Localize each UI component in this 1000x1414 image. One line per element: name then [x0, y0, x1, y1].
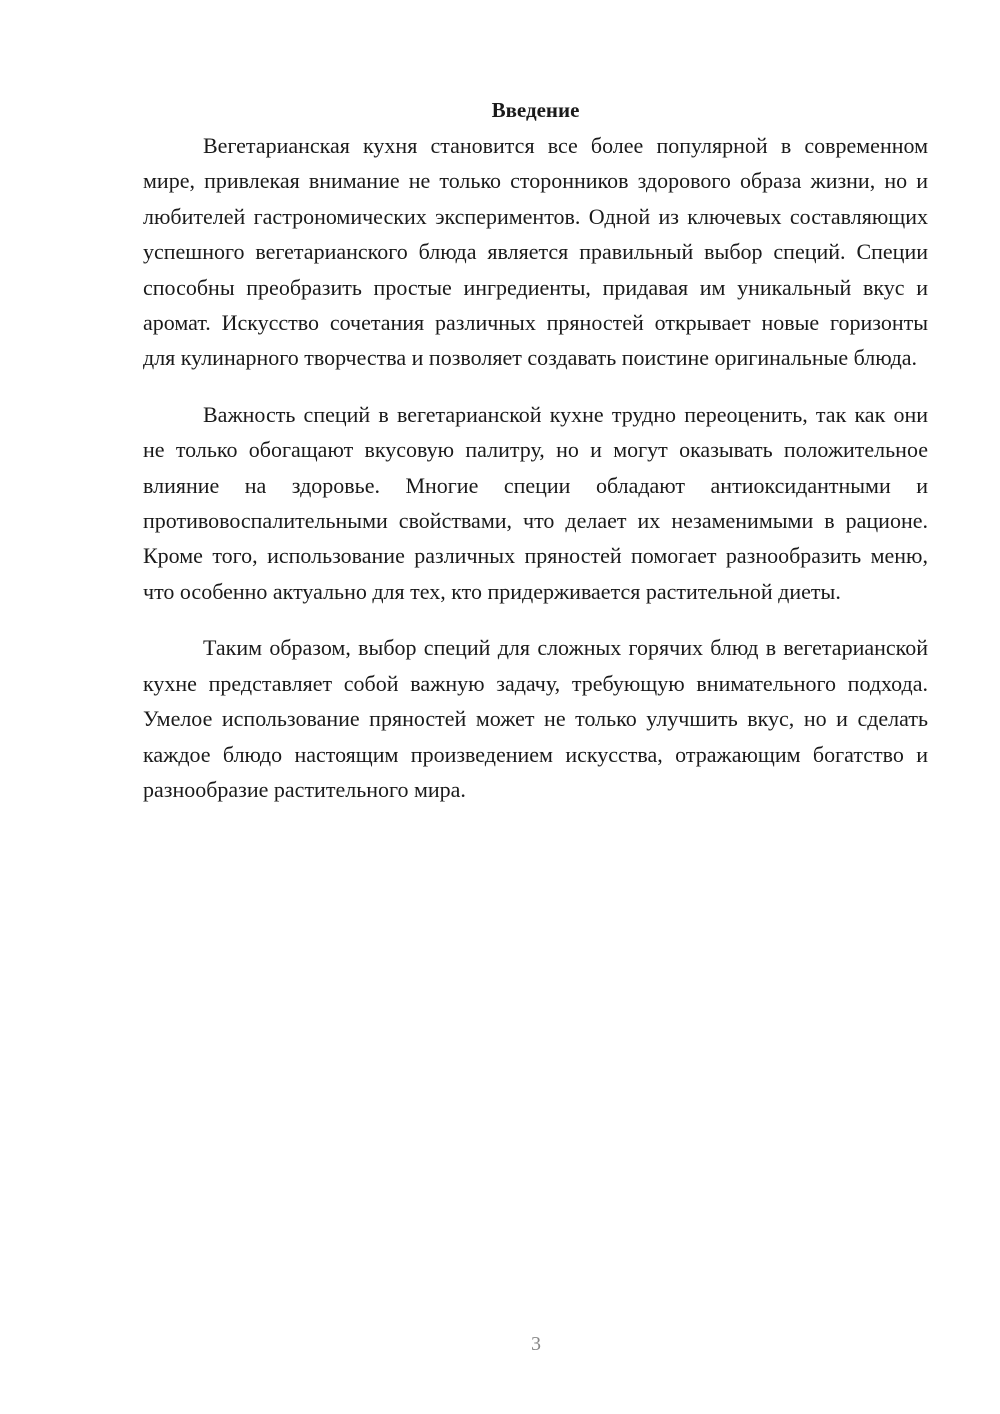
paragraph-1: Вегетарианская кухня становится все более популярной в современном мире, привлекая внимание не только сторонников здорового образа жизни, но и любителей гастрономических экспериментов. Одной из ключевых составляющих успешного вегетарианского блюда является правильный выбор специй. Специи способны преобразить простые ингредиенты, придавая им уникальный вкус и аромат. Искусство сочетания различных пряностей открывает новые горизонты для кулинарного творчества и позволяет создавать поистине оригинальные блюда. — [143, 133, 928, 371]
page-number: 3 — [531, 1333, 541, 1355]
page-content — [143, 92, 928, 828]
paragraph-3: Таким образом, выбор специй для сложных горячих блюд в вегетарианской кухне представляет собой важную задачу, требующую внимательного подхода. Умелое использование пряностей может не только улучшить вкус, но и сделать каждое блюдо настоящим произведением искусства, отражающим богатство и разнообразие растительного мира. — [143, 635, 928, 802]
paragraph-2: Важность специй в вегетарианской кухне трудно переоценить, так как они не только обогащают вкусовую палитру, но и могут оказывать положительное влияние на здоровье. Многие специи обладают антиоксидантными и противовоспалительными свойствами, что делает их незаменимыми в рационе. Кроме того, использование различных пряностей помогает разнообразить меню, что особенно актуально для тех, кто придерживается растительной диеты. — [143, 401, 928, 604]
section-title: Введение — [491, 98, 580, 122]
